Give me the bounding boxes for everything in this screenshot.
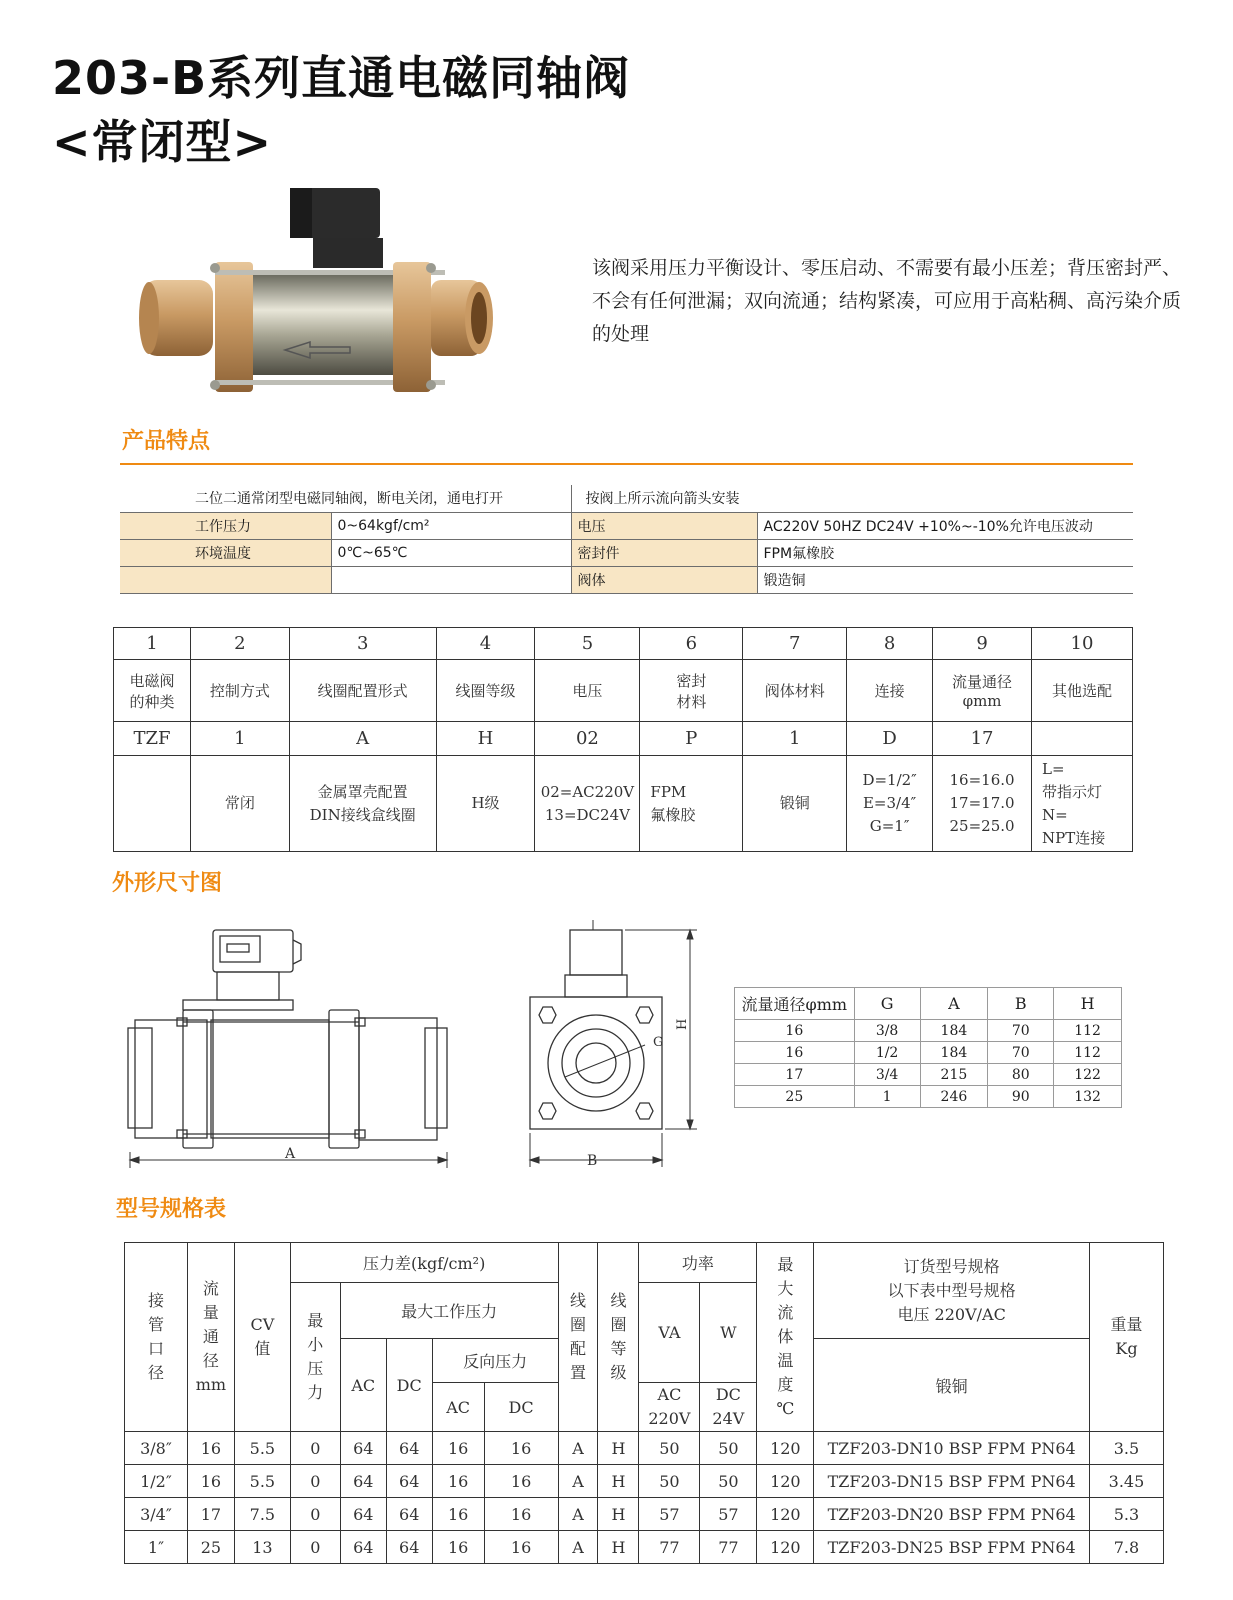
spec-cell: A xyxy=(558,1465,598,1498)
dims-cell: 112 xyxy=(1054,1042,1122,1064)
spec-cell: 77 xyxy=(639,1531,700,1564)
spec-cell: H xyxy=(598,1498,639,1531)
valve-product-photo xyxy=(135,180,505,405)
code-value: 1 xyxy=(743,722,847,756)
spec-cell: 64 xyxy=(340,1465,386,1498)
feature-value: 锻造铜 xyxy=(757,566,1133,593)
code-description-line: N= xyxy=(1042,805,1068,824)
spec-cell: TZF203-DN15 BSP FPM PN64 xyxy=(814,1465,1090,1498)
spec-cell: A xyxy=(558,1531,598,1564)
spec-cell: 5.5 xyxy=(234,1465,290,1498)
spec-header-line: CV xyxy=(250,1315,275,1334)
spec-cell: 7.5 xyxy=(234,1498,290,1531)
code-description xyxy=(1032,756,1133,852)
spec-header-line: 小 xyxy=(307,1335,324,1354)
dims-cell: 215 xyxy=(920,1064,988,1086)
features-row xyxy=(120,539,1133,566)
feature-value: 0℃~65℃ xyxy=(331,539,571,566)
code-header-row xyxy=(114,660,1133,722)
code-header-line: 的种类 xyxy=(129,692,175,711)
spec-header-flow xyxy=(187,1243,234,1432)
spec-header-line: 置 xyxy=(570,1363,587,1382)
spec-header-line: 接 xyxy=(147,1291,164,1310)
code-description-row xyxy=(114,756,1133,852)
spec-header-ac: AC xyxy=(340,1339,386,1432)
spec-cell: 3/8″ xyxy=(125,1432,188,1465)
spec-header-line: 线 xyxy=(570,1291,587,1310)
spec-cell: 16 xyxy=(432,1498,484,1531)
code-header-line: 连接 xyxy=(874,682,905,700)
code-header-line: 控制方式 xyxy=(209,682,270,700)
spec-header-line: 度 xyxy=(777,1375,794,1394)
code-number: 7 xyxy=(743,628,847,660)
spec-cell: 16 xyxy=(432,1531,484,1564)
dimension-label-h: H xyxy=(675,1018,690,1030)
spec-header-min-pressure xyxy=(290,1283,340,1432)
code-number: 8 xyxy=(847,628,933,660)
spec-cell: 16 xyxy=(432,1465,484,1498)
spec-cell: 50 xyxy=(639,1432,700,1465)
dimension-label-a: A xyxy=(285,1146,296,1162)
spec-cell: 16 xyxy=(484,1432,558,1465)
spec-cell: 3.45 xyxy=(1089,1465,1163,1498)
model-code-table xyxy=(113,627,1133,852)
code-header-line: φmm xyxy=(962,692,1002,710)
feature-label: 电压 xyxy=(571,512,757,539)
spec-header-weight xyxy=(1089,1243,1163,1432)
dimension-label-g: G xyxy=(653,1035,664,1050)
spec-cell: H xyxy=(598,1531,639,1564)
spec-header-ac220 xyxy=(639,1383,700,1432)
spec-header-line: 圈 xyxy=(570,1315,587,1334)
code-number-row xyxy=(114,628,1133,660)
dims-cell: 25 xyxy=(735,1086,855,1108)
feature-label xyxy=(120,566,331,593)
spec-cell: TZF203-DN10 BSP FPM PN64 xyxy=(814,1432,1090,1465)
code-number: 1 xyxy=(114,628,191,660)
section-features-heading: 产品特点 xyxy=(122,429,211,454)
spec-cell: 25 xyxy=(187,1531,234,1564)
code-description-line: 25=25.0 xyxy=(949,817,1015,835)
dims-cell: 70 xyxy=(988,1020,1054,1042)
spec-cell: H xyxy=(598,1465,639,1498)
spec-header-w: W xyxy=(700,1283,757,1383)
dims-cell: 184 xyxy=(920,1042,988,1064)
code-header-line: 流量通径 xyxy=(952,673,1013,691)
spec-header-coil-grade xyxy=(598,1243,639,1432)
dims-cell: 90 xyxy=(988,1086,1054,1108)
spec-cell: 3.5 xyxy=(1089,1432,1163,1465)
feature-value: AC220V 50HZ DC24V +10%~-10%允许电压波动 xyxy=(757,512,1133,539)
spec-header-line: DC xyxy=(715,1385,741,1404)
spec-header-forged: 锻铜 xyxy=(814,1339,1090,1432)
code-value: H xyxy=(436,722,535,756)
spec-header-va: VA xyxy=(639,1283,700,1383)
dims-row xyxy=(735,1064,1122,1086)
spec-cell: 16 xyxy=(432,1432,484,1465)
code-description xyxy=(640,756,743,852)
section-spec-heading: 型号规格表 xyxy=(116,1197,227,1222)
code-description-line: 氟橡胶 xyxy=(650,805,696,824)
spec-header-line: 体 xyxy=(777,1327,794,1346)
spec-row xyxy=(125,1432,1164,1465)
code-description xyxy=(114,756,191,852)
code-description-line: DIN接线盒线圈 xyxy=(309,805,416,824)
code-description-line: 常闭 xyxy=(224,794,255,812)
spec-cell: 0 xyxy=(290,1498,340,1531)
dimensions-table xyxy=(734,987,1122,1108)
spec-cell: 13 xyxy=(234,1531,290,1564)
dims-cell: 1/2 xyxy=(854,1042,920,1064)
code-header xyxy=(847,660,933,722)
spec-cell: 64 xyxy=(340,1432,386,1465)
code-description-line: 13=DC24V xyxy=(544,805,630,824)
code-description-line: 带指示灯 xyxy=(1042,782,1103,801)
spec-header-line: 力 xyxy=(307,1383,324,1402)
spec-header-max-work: 最大工作压力 xyxy=(340,1283,558,1339)
dims-cell: 16 xyxy=(735,1042,855,1064)
page-title: 203-B系列直通电磁同轴阀 xyxy=(52,51,631,105)
spec-cell: 64 xyxy=(386,1498,432,1531)
code-header xyxy=(114,660,191,722)
product-description: 该阀采用压力平衡设计、零压启动、不需要有最小压差；背压密封严、不会有任何泄漏；双向流通；结构紧凑，可应用于高粘稠、高污染介质的处理 xyxy=(592,257,1182,345)
spec-header-coil-config xyxy=(558,1243,598,1432)
spec-cell: 50 xyxy=(700,1432,757,1465)
spec-cell: H xyxy=(598,1432,639,1465)
spec-cell: 64 xyxy=(340,1531,386,1564)
spec-cell: 1″ xyxy=(125,1531,188,1564)
spec-header-pressure: 压力差(kgf/cm²) xyxy=(290,1243,558,1283)
code-value: A xyxy=(289,722,436,756)
dims-header: H xyxy=(1054,988,1122,1020)
feature-label: 阀体 xyxy=(571,566,757,593)
code-value: 17 xyxy=(933,722,1032,756)
spec-header-row-1 xyxy=(125,1243,1164,1283)
spec-cell: A xyxy=(558,1498,598,1531)
spec-cell: 57 xyxy=(639,1498,700,1531)
spec-header-line: 径 xyxy=(202,1351,219,1370)
code-number: 10 xyxy=(1032,628,1133,660)
code-header-line: 线圈等级 xyxy=(455,682,516,700)
code-description-line: L= xyxy=(1042,759,1065,778)
section-divider xyxy=(120,463,1133,465)
code-number: 5 xyxy=(535,628,640,660)
spec-cell: 16 xyxy=(484,1531,558,1564)
spec-header-line: 口 xyxy=(147,1339,164,1358)
spec-header-line: 220V xyxy=(648,1409,691,1428)
dims-cell: 3/8 xyxy=(854,1020,920,1042)
code-description-line: 16=16.0 xyxy=(949,771,1015,789)
code-header-line: 线圈配置形式 xyxy=(317,682,408,700)
code-number: 4 xyxy=(436,628,535,660)
feature-label: 环境温度 xyxy=(120,539,331,566)
code-value: P xyxy=(640,722,743,756)
spec-header-order xyxy=(814,1243,1090,1339)
spec-cell: 50 xyxy=(639,1465,700,1498)
feature-value: FPM氟橡胶 xyxy=(757,539,1133,566)
code-header xyxy=(933,660,1032,722)
spec-header-line: 径 xyxy=(147,1363,164,1382)
spec-cell: 3/4″ xyxy=(125,1498,188,1531)
section-dimensions-heading: 外形尺寸图 xyxy=(112,871,223,896)
spec-header-line: AC xyxy=(657,1385,682,1404)
dims-cell: 112 xyxy=(1054,1020,1122,1042)
spec-header-line: 大 xyxy=(777,1279,794,1298)
code-number: 2 xyxy=(190,628,289,660)
code-number: 9 xyxy=(933,628,1032,660)
code-description xyxy=(743,756,847,852)
features-header-row xyxy=(120,485,1133,512)
features-note-left: 二位二通常闭型电磁同轴阀，断电关闭，通电打开 xyxy=(120,485,571,512)
features-table xyxy=(120,485,1133,594)
spec-header-rev-ac: AC xyxy=(432,1383,484,1432)
spec-header-line: 配 xyxy=(570,1339,587,1358)
spec-header-line: 管 xyxy=(147,1315,164,1334)
code-description-line: 17=17.0 xyxy=(949,794,1015,812)
feature-label: 工作压力 xyxy=(120,512,331,539)
code-value xyxy=(1032,722,1133,756)
code-header-line: 材料 xyxy=(676,692,707,711)
spec-row xyxy=(125,1498,1164,1531)
dims-cell: 132 xyxy=(1054,1086,1122,1108)
spec-cell: 64 xyxy=(386,1531,432,1564)
spec-header-line: 级 xyxy=(610,1363,627,1382)
dims-row xyxy=(735,1020,1122,1042)
code-header xyxy=(1032,660,1133,722)
spec-header-line: 通 xyxy=(202,1327,219,1346)
code-description-line: E=3/4″ xyxy=(862,794,917,812)
code-header xyxy=(743,660,847,722)
spec-cell: 64 xyxy=(386,1432,432,1465)
spec-header-line: 最 xyxy=(307,1311,324,1330)
feature-label: 密封件 xyxy=(571,539,757,566)
spec-header-line: mm xyxy=(195,1375,227,1394)
spec-header-line: 值 xyxy=(254,1339,271,1358)
dimensions-header-row xyxy=(735,988,1122,1020)
code-header-line: 电压 xyxy=(572,682,603,700)
spec-cell: 120 xyxy=(757,1432,814,1465)
features-note-right: 按阀上所示流向箭头安装 xyxy=(571,485,1133,512)
spec-header-line: Kg xyxy=(1115,1339,1138,1358)
spec-cell: 0 xyxy=(290,1531,340,1564)
code-header-line: 电磁阀 xyxy=(129,671,175,690)
spec-header-line: 等 xyxy=(610,1339,627,1358)
spec-header-line: 圈 xyxy=(610,1315,627,1334)
dims-cell: 122 xyxy=(1054,1064,1122,1086)
spec-cell: 5.3 xyxy=(1089,1498,1163,1531)
spec-cell: 16 xyxy=(484,1465,558,1498)
spec-header-line: ℃ xyxy=(776,1399,795,1418)
dims-cell: 184 xyxy=(920,1020,988,1042)
spec-cell: 1/2″ xyxy=(125,1465,188,1498)
dims-cell: 80 xyxy=(988,1064,1054,1086)
spec-cell: TZF203-DN20 BSP FPM PN64 xyxy=(814,1498,1090,1531)
spec-header-line: 最 xyxy=(777,1255,794,1274)
spec-cell: 5.5 xyxy=(234,1432,290,1465)
spec-header-line: 流 xyxy=(202,1279,219,1298)
spec-header-line: 线 xyxy=(610,1291,627,1310)
dims-row xyxy=(735,1086,1122,1108)
front-view-drawing xyxy=(525,915,705,1170)
spec-cell: TZF203-DN25 BSP FPM PN64 xyxy=(814,1531,1090,1564)
spec-header-power: 功率 xyxy=(639,1243,757,1283)
code-value: 02 xyxy=(535,722,640,756)
spec-header-line: 温 xyxy=(777,1351,794,1370)
code-header-line: 密封 xyxy=(676,671,707,690)
code-description-line: NPT连接 xyxy=(1042,828,1106,847)
feature-value: 0~64kgf/cm² xyxy=(331,512,571,539)
dims-cell: 70 xyxy=(988,1042,1054,1064)
spec-cell: 0 xyxy=(290,1465,340,1498)
code-header xyxy=(190,660,289,722)
code-description-line: FPM xyxy=(650,782,687,801)
spec-header-line: 压 xyxy=(307,1359,324,1378)
dims-header: B xyxy=(988,988,1054,1020)
dims-cell: 3/4 xyxy=(854,1064,920,1086)
code-description-line: G=1″ xyxy=(869,817,910,835)
code-header xyxy=(640,660,743,722)
spec-header-temp xyxy=(757,1243,814,1432)
spec-header-dc24 xyxy=(700,1383,757,1432)
spec-row xyxy=(125,1465,1164,1498)
dims-cell: 16 xyxy=(735,1020,855,1042)
dims-header: A xyxy=(920,988,988,1020)
spec-cell: 16 xyxy=(187,1432,234,1465)
spec-cell: 17 xyxy=(187,1498,234,1531)
spec-cell: 57 xyxy=(700,1498,757,1531)
code-description xyxy=(847,756,933,852)
spec-header-line: 流 xyxy=(777,1303,794,1322)
spec-cell: 77 xyxy=(700,1531,757,1564)
dims-cell: 17 xyxy=(735,1064,855,1086)
code-description xyxy=(190,756,289,852)
spec-header-dc: DC xyxy=(386,1339,432,1432)
spec-cell: 120 xyxy=(757,1498,814,1531)
code-description-line: H级 xyxy=(471,794,500,812)
code-number: 3 xyxy=(289,628,436,660)
features-row xyxy=(120,566,1133,593)
page-subtitle: <常闭型> xyxy=(52,115,273,169)
code-description-line: 02=AC220V xyxy=(540,782,635,801)
code-header-line: 阀体材料 xyxy=(764,682,825,700)
code-description-line: 锻铜 xyxy=(779,794,810,812)
code-header xyxy=(535,660,640,722)
spec-header-line: 订货型号规格 xyxy=(903,1256,1000,1276)
spec-cell: 64 xyxy=(340,1498,386,1531)
dims-cell: 1 xyxy=(854,1086,920,1108)
spec-header-line: 重量 xyxy=(1110,1315,1143,1334)
code-description xyxy=(436,756,535,852)
code-value: TZF xyxy=(114,722,191,756)
spec-header-port xyxy=(125,1243,188,1432)
code-header xyxy=(289,660,436,722)
code-header-line: 其他选配 xyxy=(1052,682,1113,700)
spec-cell: 120 xyxy=(757,1465,814,1498)
dimension-label-b: B xyxy=(587,1153,598,1169)
spec-cell: 0 xyxy=(290,1432,340,1465)
side-view-drawing xyxy=(125,920,455,1170)
spec-cell: 7.8 xyxy=(1089,1531,1163,1564)
spec-header-line: 以下表中型号规格 xyxy=(887,1280,1016,1300)
spec-cell: 64 xyxy=(386,1465,432,1498)
code-description xyxy=(289,756,436,852)
spec-cell: 50 xyxy=(700,1465,757,1498)
spec-cell: 120 xyxy=(757,1531,814,1564)
spec-table xyxy=(124,1242,1164,1564)
code-number: 6 xyxy=(640,628,743,660)
code-description-line: D=1/2″ xyxy=(862,771,917,789)
spec-row xyxy=(125,1531,1164,1564)
spec-cell: 16 xyxy=(187,1465,234,1498)
code-description xyxy=(535,756,640,852)
code-description xyxy=(933,756,1032,852)
spec-header-line: 电压 220V/AC xyxy=(897,1304,1006,1324)
spec-header-line: 量 xyxy=(202,1303,219,1322)
spec-cell: 16 xyxy=(484,1498,558,1531)
code-value: D xyxy=(847,722,933,756)
spec-header-reverse: 反向压力 xyxy=(432,1339,558,1383)
spec-header-line: 24V xyxy=(712,1409,745,1428)
code-description-line: 金属罩壳配置 xyxy=(317,782,408,801)
code-header xyxy=(436,660,535,722)
spec-header-rev-dc: DC xyxy=(484,1383,558,1432)
features-row xyxy=(120,512,1133,539)
spec-header-cv xyxy=(234,1243,290,1432)
code-example-row xyxy=(114,722,1133,756)
dims-row xyxy=(735,1042,1122,1064)
spec-cell: A xyxy=(558,1432,598,1465)
dims-cell: 246 xyxy=(920,1086,988,1108)
code-value: 1 xyxy=(190,722,289,756)
dims-header: 流量通径φmm xyxy=(735,988,855,1020)
feature-value xyxy=(331,566,571,593)
dims-header: G xyxy=(854,988,920,1020)
